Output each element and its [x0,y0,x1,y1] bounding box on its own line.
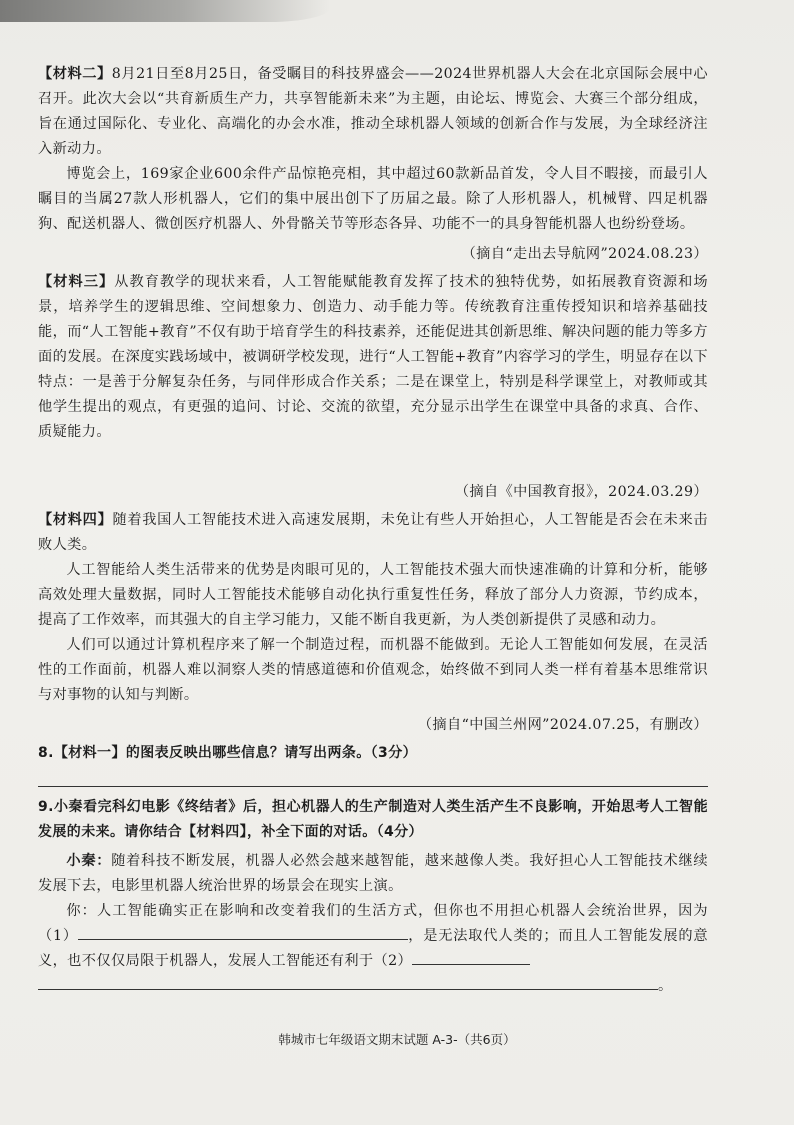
material2-text-1: 8月21日至8月25日，备受瞩目的科技界盛会——2024世界机器人大会在北京国际会展中心召开。此次大会以“共育新质生产力，共享智能新未来”为主题，由论坛、博览会、大赛三个部分组成，旨在通过国际化、专业化、高端化的办会水准，推动全球机器人领域的创新合作与发展，为全球经济注入新动力。 [38,66,708,157]
material2-source: （摘自“走出去导航网”2024.08.23） [461,246,708,262]
material4-paragraph-1 [38,508,708,558]
dialogue-you [38,899,708,974]
answer-line-q8[interactable] [38,786,708,787]
material2-tag: 【材料二】 [38,66,112,82]
answer-blank-2[interactable] [412,950,530,965]
question-8: 8.【材料一】的图表反映出哪些信息？请写出两条。（3分） [38,745,417,761]
dialogue-qin [38,849,708,899]
material2-paragraph-1 [38,62,708,162]
material3-source: （摘自《中国教育报》，2024.03.29） [454,484,708,500]
material4-paragraph-2: 人工智能给人类生活带来的优势是肉眼可见的，人工智能技术强大而快速准确的计算和分析，能够高效处理大量数据，同时人工智能技术能够自动化执行重复性任务，释放了部分人力资源，节约成本，提高了工作效率，而其强大的自主学习能力，又能不断自我更新，为人类创新提供了灵感和动力。 [38,562,708,628]
answer-blank-1[interactable] [78,925,408,940]
material4-tag: 【材料四】 [38,512,113,528]
page-content [38,62,708,999]
material2-paragraph-2: 博览会上，169家企业600余件产品惊艳亮相，其中超过60款新品首发，令人目不暇接，而最引人瞩目的当属27款人形机器人，它们的集中展出创下了历届之最。除了人形机器人，机械臂、四足机器狗、配送机器人、微创医疗机器人、外骨骼关节等形态各异、功能不一的具身智能机器人也纷纷登场。 [38,166,708,232]
you-text-a: 人工智能确实正在影响和改变着我们的生活方式，但你也不用担心机器人会统治世界，因为（1） [38,903,708,944]
you-text-b: ，是无法取代人类的；而且人工智能发展的意义，也不仅仅局限于机器人，发展人工智能还有利于（2） [38,928,708,969]
scan-shadow [0,0,330,22]
spacer [38,445,708,475]
material3-paragraph-1 [38,270,708,445]
material4-text-1: 随着我国人工智能技术进入高速发展期，未免让有些人开始担心，人工智能是否会在未来击败人类。 [38,512,708,553]
qin-text: 随着科技不断发展，机器人必然会越来越智能，越来越像人类。我好担心人工智能技术继续发展下去，电影里机器人统治世界的场景会在现实上演。 [38,853,708,894]
material4-source: （摘自“中国兰州网”2024.07.25，有删改） [417,717,708,733]
question-9: 9.小秦看完科幻电影《终结者》后，担心机器人的生产制造对人类生活产生不良影响，开始思考人工智能发展的未来。请你结合【材料四】，补全下面的对话。（4分） [38,799,708,840]
material3-text-1: 从教育教学的现状来看，人工智能赋能教育发挥了技术的独特优势，如拓展教育资源和场景，培养学生的逻辑思维、空间想象力、创造力、动手能力等。传统教育注重传授知识和培养基础技能，而“人工智能+教育”不仅有助于培育学生的科技素养，还能促进其创新思维、解决问题的能力等多方面的发展。在深度实践场域中，被调研学校发现，进行“人工智能+教育”内容学习的学生，明显存在以下特点：一是善于分解复杂任务，与同伴形成合作关系；二是在课堂上，特别是科学课堂上，对教师或其他学生提出的观点，有更强的追问、讨论、交流的欲望，充分显示出学生在课堂中具备的求真、合作、质疑能力。 [38,274,708,440]
page-footer: 韩城市七年级语文期末试题 A-3-（共6页） [278,1032,516,1047]
end-mark: 。 [658,978,673,994]
answer-line-2-continued [38,974,708,999]
answer-blank-2-line[interactable] [38,975,658,990]
qin-label: 小秦： [66,853,112,869]
material3-tag: 【材料三】 [38,274,115,290]
material4-paragraph-3: 人们可以通过计算机程序来了解一个制造过程，而机器不能做到。无论人工智能如何发展，在灵活性的工作面前，机器人难以洞察人类的情感道德和价值观念，始终做不到同人类一样有着基本思维常识与对事物的认知与判断。 [38,637,708,703]
you-label: 你： [66,903,97,919]
